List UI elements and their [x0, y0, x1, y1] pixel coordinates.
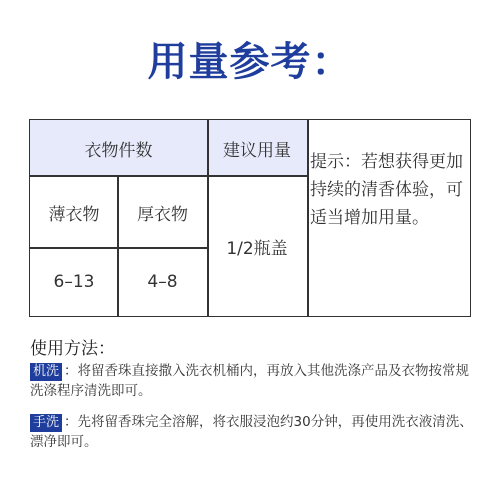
thin-clothes-cell	[30, 176, 118, 248]
header-dose-label: 建议用量	[223, 140, 291, 161]
divider	[117, 176, 119, 316]
thick-clothes-cell	[118, 176, 207, 248]
divider	[30, 175, 308, 177]
divider	[207, 120, 209, 316]
thin-count-value: 6–13	[53, 272, 95, 292]
thick-count-cell	[118, 248, 207, 316]
tip-text: 提示：若想获得更加持续的清香体验，可适当增加用量。	[310, 152, 463, 228]
hand-wash-instruction	[30, 412, 475, 452]
divider	[30, 247, 207, 249]
dose-cell	[207, 176, 307, 316]
header-items-cell	[30, 120, 207, 176]
hand-wash-text: ：先将留香珠完全溶解，将衣服浸泡约30分钟，再使用洗衣液清洗、漂净即可。	[30, 414, 473, 450]
thick-count-value: 4–8	[147, 272, 178, 292]
usage-heading: 使用方法：	[30, 339, 115, 359]
header-items-label: 衣物件数	[84, 140, 153, 161]
thin-clothes-label: 薄衣物	[48, 204, 100, 225]
machine-wash-text: ：将留香珠直接撒入洗衣机桶内，再放入其他洗涤产品及衣物按常规洗涤程序清洗即可。	[30, 363, 470, 399]
header-dose-cell	[207, 120, 307, 176]
dosage-table	[29, 119, 471, 317]
divider	[307, 120, 309, 316]
hand-wash-tag: 手洗	[30, 414, 62, 432]
machine-wash-instruction	[30, 361, 475, 401]
dose-value: 1/2瓶盖	[226, 238, 288, 259]
thick-clothes-label: 厚衣物	[137, 204, 188, 225]
page-title: 用量参考：	[147, 39, 353, 85]
thin-count-cell	[30, 248, 118, 316]
machine-wash-tag: 机洗	[30, 363, 62, 381]
